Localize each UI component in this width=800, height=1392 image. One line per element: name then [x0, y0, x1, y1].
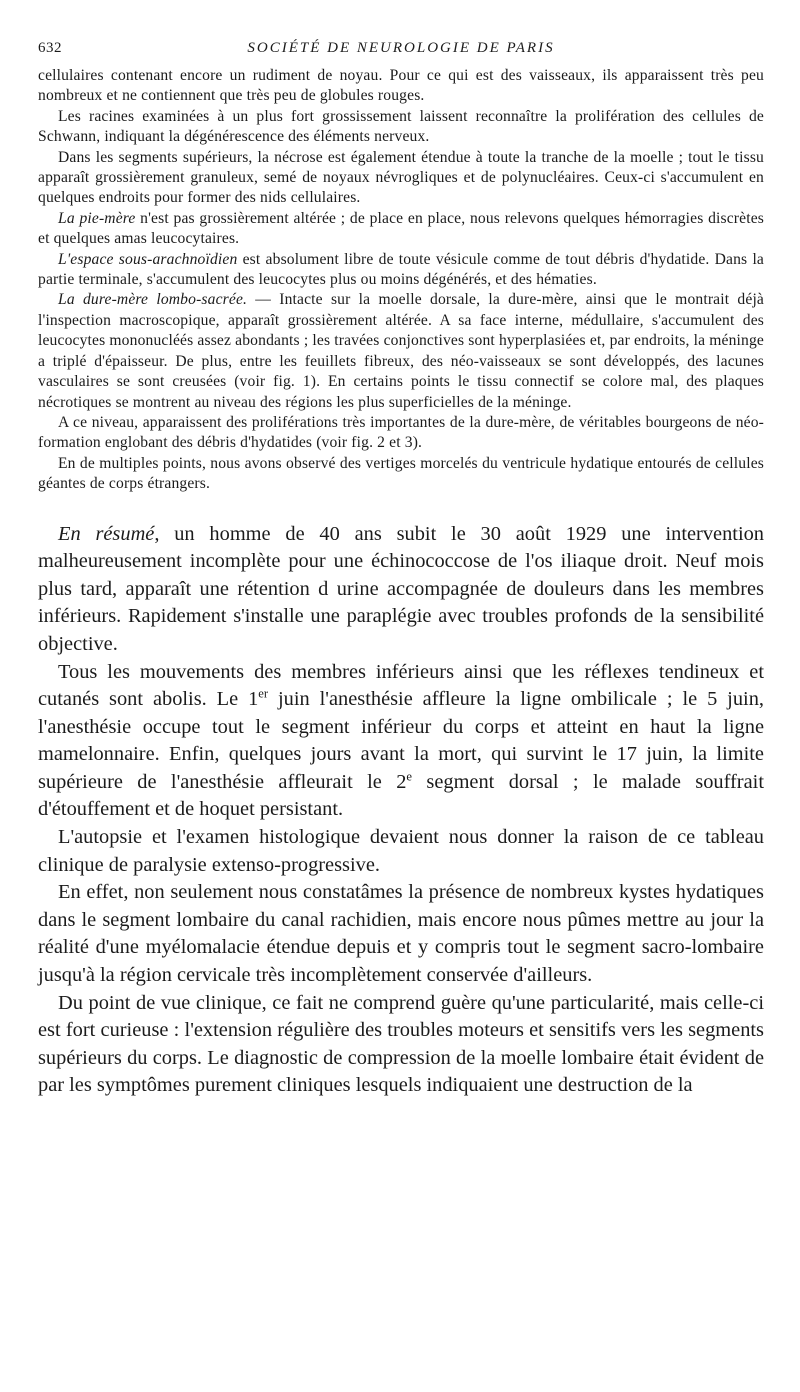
paragraph-upper-segments: Dans les segments supérieurs, la nécrose est également étendue à toute la tranche de la moelle ; tout le tissu apparaît grossièrement granuleux, semé de noyaux névrogliques et de polynucléaires. Ceux-ci s'accumulent en quelques endroits pour former des nids cellulaires.	[38, 148, 764, 207]
paragraph-summary	[38, 521, 764, 659]
summary-heading: En résumé	[58, 522, 155, 545]
superscript-e: e	[406, 769, 413, 784]
superscript-er: er	[258, 686, 269, 701]
dura-mater-heading: La dure-mère lombo-sacrée.	[58, 291, 248, 309]
subarachnoid-text: est absolument libre de toute vésicule comme de tout débris d'hydatide. Dans la partie terminale, s'accumulent des leucocytes plus ou moins dégénérés, et des hématies.	[38, 250, 764, 289]
pia-mater-heading: La pie-mère	[58, 209, 136, 227]
movements-text-c: segment dorsal ; le malade souffrait d'étouffement et de hoquet persistant.	[38, 770, 764, 821]
page-number: 632	[38, 40, 62, 56]
movements-text-a: Tous les mouvements des membres inférieurs ainsi que les réflexes tendineux et cutanés sont abolis. Le 1	[38, 660, 764, 711]
paragraph-roots: Les racines examinées à un plus fort grossissement laissent reconnaître la prolifération des cellules de Schwann, indiquant la dégénérescence des éléments nerveux.	[38, 107, 764, 146]
pia-mater-text: n'est pas grossièrement altérée ; de place en place, nous relevons quelques hémorragies discrètes et quelques amas leucocytaires.	[38, 209, 764, 248]
movements-text-b: juin l'anesthésie affleure la ligne ombilicale ; le 5 juin, l'anesthésie occupe tout le segment inférieur du corps et atteint en haut la ligne mamelonnaire. Enfin, quelques jours avant la mort, qui survint le 17 juin, la limite supérieure de l'anesthésie affleurait le 2	[38, 688, 764, 793]
running-title: SOCIÉTÉ DE NEUROLOGIE DE PARIS	[247, 40, 555, 56]
paragraph-clinical: Du point de vue clinique, ce fait ne comprend guère qu'une particularité, mais celle-ci est fort curieuse : l'extension régulière des troubles moteurs et sensitifs vers les segments supérieurs du corps. Le diagnostic de compression de la moelle lombaire était évident de par les symptômes purement cliniques lesquels indiquaient une destruction de la	[38, 991, 764, 1097]
document-page	[38, 40, 764, 1360]
paragraph-hydatid-vestiges: En de multiples points, nous avons observé des vertiges morcelés du ventricule hydatique entourés de cellules géantes de corps étrangers.	[38, 454, 764, 493]
paragraph-subarachnoid	[38, 250, 764, 291]
paragraph-proliferations: A ce niveau, apparaissent des proliférations très importantes de la dure-mère, de véritables bourgeons de néo-formation englobant des débris d'hydatides (voir fig. 2 et 3).	[38, 413, 764, 452]
paragraph-dura-mater	[38, 290, 764, 412]
paragraph-cellular-nuclei: cellulaires contenant encore un rudiment de noyau. Pour ce qui est des vaisseaux, ils apparaissent très peu nombreux et ne contiennent que très peu de globules rouges.	[38, 67, 764, 105]
paragraph-findings: En effet, non seulement nous constatâmes la présence de nombreux kystes hydatiques dans le segment lombaire du canal rachidien, mais encore nous pûmes mettre au jour la réalité d'une myélomalacie étendue depuis et y compris tout le segment sacro-lombaire jusqu'à la région cervicale très incomplètement conservée d'ailleurs.	[38, 881, 764, 987]
pathology-description	[38, 66, 764, 495]
subarachnoid-heading: L'espace sous-arachnoïdien	[58, 250, 238, 268]
paragraph-movements	[38, 659, 764, 825]
paragraph-autopsy: L'autopsie et l'examen histologique devaient nous donner la raison de ce tableau clinique de paralysie extenso-progressive.	[38, 826, 764, 876]
page-header	[38, 40, 764, 66]
paragraph-pia-mater	[38, 209, 764, 250]
summary-section	[38, 521, 764, 1100]
summary-text: , un homme de 40 ans subit le 30 août 1929 une intervention malheureusement incomplète pour une échinococcose de l'os iliaque droit. Neuf mois plus tard, apparaît une rétention d urine accompagnée de douleurs dans les membres inférieurs. Rapidement s'installe une paraplégie avec troubles profonds de la sensibilité objective.	[38, 522, 764, 655]
dura-mater-text: — Intacte sur la moelle dorsale, la dure-mère, ainsi que le montrait déjà l'inspection macroscopique, apparaît grossièrement altérée. A sa face interne, médullaire, s'accumulent des leucocytes mononucléés assez abondants ; les travées conjonctives sont hyperplasiées et, par endroits, la méninge a triplé d'épaisseur. De plus, entre les feuillets fibreux, des néo-vaisseaux se sont développés, des lacunes vasculaires se sont creusées (voir fig. 1). En certains points le tissu connectif se colore mal, des plaques nécrotiques se montrent au niveau des régions les plus superficielles de la méninge.	[38, 291, 764, 411]
